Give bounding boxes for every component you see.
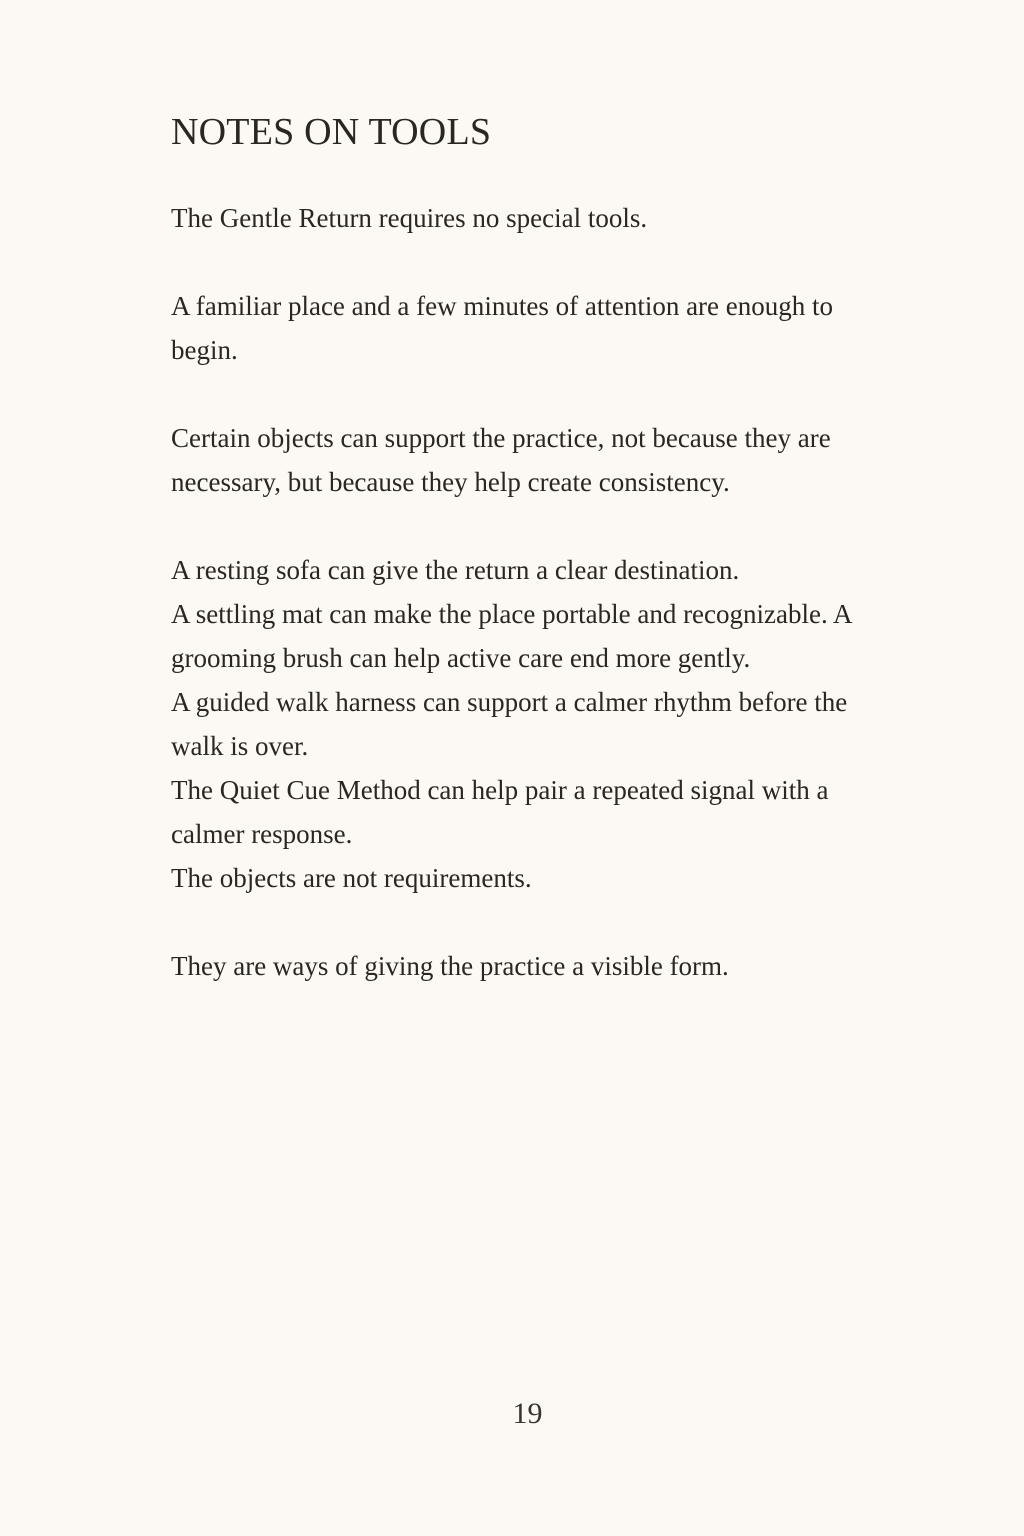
paragraph-visible-form: They are ways of giving the practice a visible form.: [171, 951, 729, 981]
paragraph-walk-harness: A guided walk harness can support a calmer rhythm before the walk is over.: [171, 687, 848, 761]
page-title: NOTES ON TOOLS: [171, 111, 492, 153]
page-number: 19: [512, 1397, 543, 1430]
paragraph-quiet-cue: The Quiet Cue Method can help pair a repeated signal with a calmer response.: [171, 775, 829, 849]
paragraph-settling-mat: A settling mat can make the place portable and recognizable. A grooming brush can help active care end more gently.: [171, 599, 851, 673]
paragraph-intro: The Gentle Return requires no special tools.: [171, 203, 648, 233]
paragraph-familiar-place: A familiar place and a few minutes of attention are enough to begin.: [171, 291, 834, 365]
paragraph-resting-sofa: A resting sofa can give the return a clear destination.: [171, 555, 740, 585]
paragraph-not-requirements: The objects are not requirements.: [171, 863, 532, 893]
page-content: [171, 108, 871, 988]
paragraph-certain-objects: Certain objects can support the practice, not because they are necessary, but because they help create consistency.: [171, 423, 831, 497]
